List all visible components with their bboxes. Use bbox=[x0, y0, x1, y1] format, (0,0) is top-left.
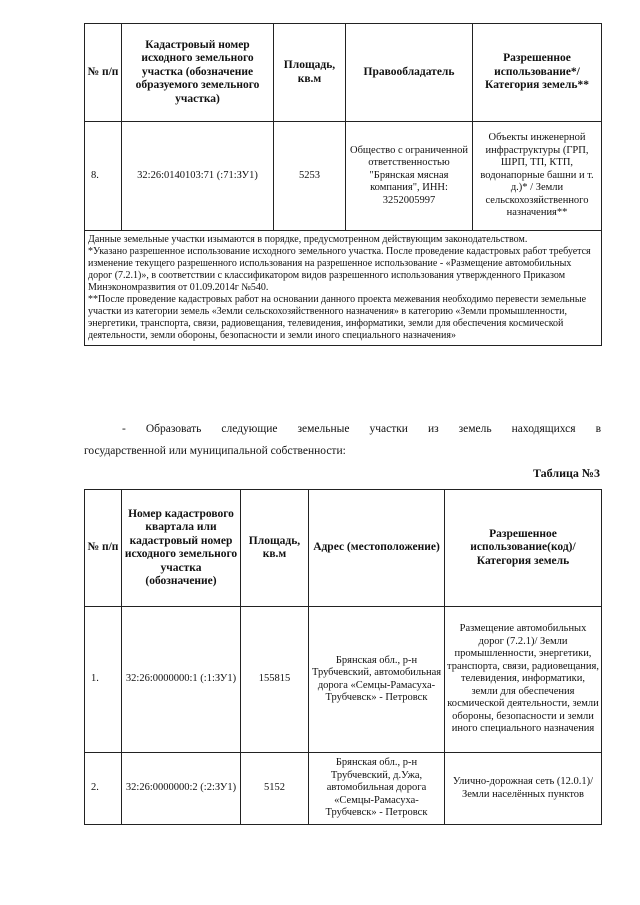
header-cadastral: Кадастровый номер исходного земельного участка (обозначение образуемого земельного участка) bbox=[122, 24, 274, 122]
header-address: Адрес (местоположение) bbox=[309, 490, 445, 607]
table-header-row bbox=[85, 490, 602, 607]
row-cadastral: 32:26:0000000:1 (:1:ЗУ1) bbox=[122, 607, 241, 753]
note-line: *Указано разрешенное использование исходного земельного участка. После проведение кадастровых работ требуется изменение текущего разрешенного использования на разрешенное использование - «Размещение автомобильных дорог (7.2.1)», в соответствии с классификатором видов разрешенного использования утвержденного Приказом Минэкономразвития от 01.09.2014г №540. bbox=[88, 246, 591, 293]
table-row bbox=[85, 607, 602, 753]
table-notes bbox=[85, 231, 602, 346]
header-owner: Правообладатель bbox=[346, 24, 473, 122]
row-area: 5253 bbox=[274, 122, 346, 231]
row-area: 5152 bbox=[241, 753, 309, 825]
row-use: Объекты инженерной инфраструктуры (ГРП, ШРП, ТП, КТП, водонапорные башни и т. д.)* / Земли сельскохозяйственного назначения** bbox=[473, 122, 602, 231]
row-cadastral: 32:26:0000000:2 (:2:ЗУ1) bbox=[122, 753, 241, 825]
land-plots-table-continued bbox=[84, 23, 602, 346]
header-num: № п/п bbox=[85, 490, 122, 607]
row-num: 8. bbox=[85, 122, 122, 231]
note-line: **После проведение кадастровых работ на основании данного проекта межевания необходимо перевести земельные участки из категории земель «Земли сельскохозяйственного назначения» в категорию «Земли промышленности, энергетики, транспорта, связи, радиовещания, телевидения, информатики, земли для обеспечения космической деятельности, земли обороны, безопасности и земли иного специального назначения» bbox=[88, 294, 587, 341]
table-row bbox=[85, 122, 602, 231]
row-cadastral: 32:26:0140103:71 (:71:ЗУ1) bbox=[122, 122, 274, 231]
header-use: Разрешенное использование*/ Категория земель** bbox=[473, 24, 602, 122]
paragraph-line-1: - Образовать следующие земельные участки из земель находящихся в bbox=[122, 423, 601, 435]
header-area: Площадь, кв.м bbox=[274, 24, 346, 122]
row-num: 2. bbox=[85, 753, 122, 825]
paragraph-line-2: государственной или муниципальной собственности: bbox=[84, 445, 346, 457]
row-num: 1. bbox=[85, 607, 122, 753]
header-cadastral: Номер кадастрового квартала или кадастровый номер исходного земельного участка (обозначение) bbox=[122, 490, 241, 607]
header-area: Площадь, кв.м bbox=[241, 490, 309, 607]
row-use: Улично-дорожная сеть (12.0.1)/ Земли населённых пунктов bbox=[445, 753, 602, 825]
row-owner: Общество с ограниченной ответственностью "Брянская мясная компания", ИНН: 3252005997 bbox=[346, 122, 473, 231]
note-line: Данные земельные участки изымаются в порядке, предусмотренном действующим законодательством. bbox=[88, 234, 528, 245]
table-header-row bbox=[85, 24, 602, 122]
land-plots-table-3 bbox=[84, 489, 602, 825]
table-title: Таблица №3 bbox=[532, 466, 600, 480]
header-use: Разрешенное использование(код)/ Категория земель bbox=[445, 490, 602, 607]
notes-row bbox=[85, 231, 602, 346]
header-num: № п/п bbox=[85, 24, 122, 122]
table-row bbox=[85, 753, 602, 825]
row-area: 155815 bbox=[241, 607, 309, 753]
row-address: Брянская обл., р-н Трубчевский, автомобильная дорога «Семцы-Рамасуха-Трубчевск» - Петровск bbox=[309, 607, 445, 753]
row-address: Брянская обл., р-н Трубчевский, д.Ужа, автомобильная дорога «Семцы-Рамасуха-Трубчевск» - Петровск bbox=[309, 753, 445, 825]
row-use: Размещение автомобильных дорог (7.2.1)/ Земли промышленности, энергетики, транспорта, связи, радиовещания, телевидения, информатики, земли для обеспечения космической деятельности, земли обороны, безопасности и земли иного специального назначения bbox=[445, 607, 602, 753]
